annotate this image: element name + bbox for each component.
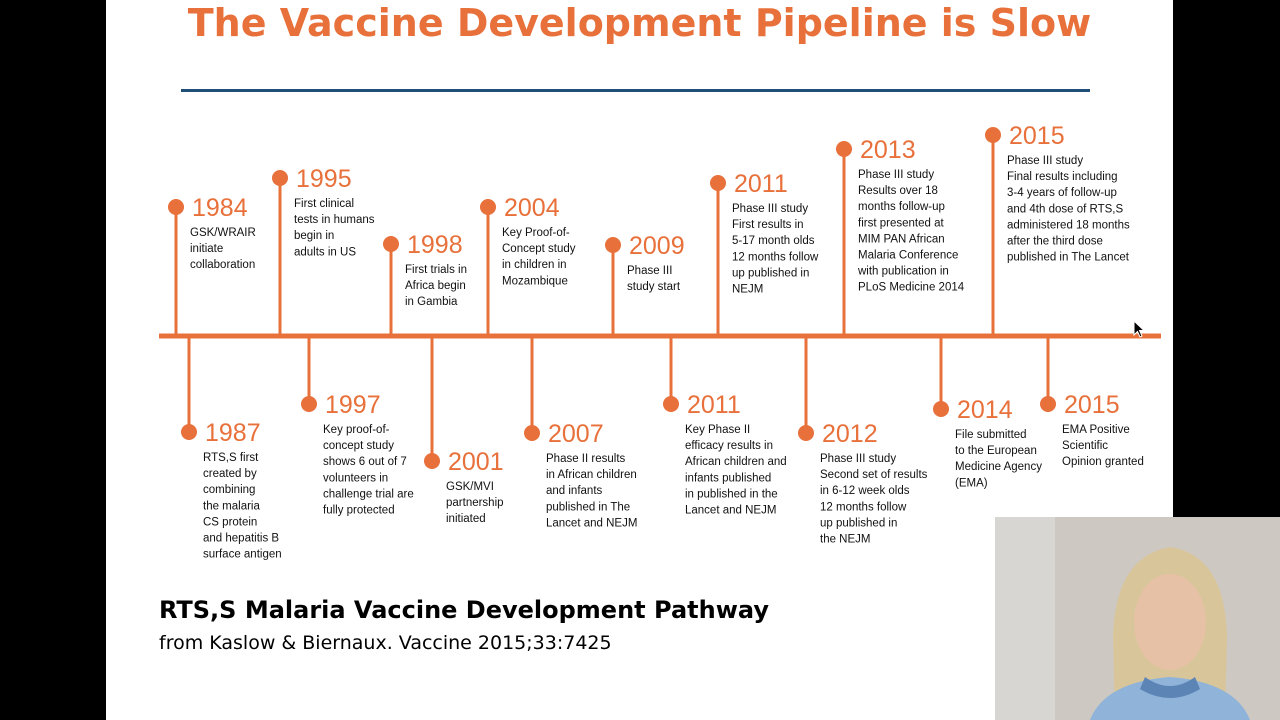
milestone-description-line: up published in [820,517,898,530]
milestone-description-line: with publication in [858,265,949,278]
milestone-dot [710,175,726,191]
milestone-description-line: Phase III study [732,203,809,215]
milestone-dot [168,199,184,215]
milestone-dot [480,199,496,215]
milestone-description-line: 12 months follow [732,251,819,264]
milestone-description-line: initiate [190,243,224,256]
milestone-description-line: and hepatitis B [203,532,280,545]
milestone-dot [605,237,621,253]
milestone-description-line: first presented at [858,217,944,230]
milestone-year: 1995 [296,165,352,193]
milestone-description-line: Medicine Agency [955,461,1042,474]
milestone-year: 1998 [407,231,463,259]
milestone-year: 2001 [448,448,504,476]
milestone-description-line: in children in [502,259,567,272]
milestone-description-line: in 6-12 week olds [820,485,910,498]
milestone-description-line: PLoS Medicine 2014 [858,281,965,294]
milestone-description-line: Results over 18 [858,185,938,198]
milestone-description-line: surface antigen [203,548,282,561]
caption-source: from Kaslow & Biernaux. Vaccine 2015;33:7425 [159,632,612,654]
milestone-description-line: First results in [732,219,804,232]
milestone-year: 2015 [1064,391,1120,419]
milestone-description-line: Lancet and NEJM [685,504,777,517]
milestone-description-line: adults in US [294,246,357,259]
milestone-description-line: Scientific [1062,440,1109,453]
milestone-description [820,453,928,546]
milestone-year: 2011 [687,391,741,419]
milestone-description [203,452,282,561]
milestone-description [732,203,819,296]
milestone-year: 1997 [325,391,381,419]
milestone-description-line: File submitted [955,429,1027,441]
milestone-year: 2013 [860,136,916,164]
milestone-description-line: GSK/MVI [446,481,494,493]
milestone-description-line: combining [203,484,256,497]
milestone-description-line: Concept study [502,243,576,256]
milestone-description-line: First clinical [294,198,355,210]
milestone-description-line: volunteers in [323,472,389,485]
milestone-description-line: Opinion granted [1062,456,1144,469]
milestone-description-line: Africa begin [405,280,466,293]
milestone-year: 2014 [957,396,1013,424]
milestone-description-line: to the European [955,445,1037,458]
milestone-description-line: published in The Lancet [1007,251,1129,264]
milestone-description-line: months follow-up [858,201,945,214]
milestone-description [294,198,375,258]
milestone-description-line: collaboration [190,259,256,272]
milestone-description-line: partnership [446,497,504,510]
milestone-description [546,453,637,529]
milestone-description-line: in African children [546,469,637,482]
milestone-description-line: fully protected [323,504,395,517]
milestone-dot [383,236,399,252]
milestone-description-line: begin in [294,230,335,243]
milestone-description-line: NEJM [732,283,764,296]
milestone-description [1007,155,1130,264]
milestone-dot [181,424,197,440]
milestone-description-line: Malaria Conference [858,249,959,262]
milestone-dot [836,141,852,157]
milestone-dot [1040,396,1056,412]
milestone-year: 2012 [822,420,878,448]
milestone-description [446,481,504,525]
caption-title: RTS,S Malaria Vaccine Development Pathway [159,596,769,624]
milestone-description [857,169,965,294]
milestone-year: 1987 [205,419,261,447]
milestone-dot [985,127,1001,143]
milestone-dot [524,425,540,441]
milestone-description-line: published in The [546,501,631,514]
milestone-description-line: Phase III study [820,453,897,465]
milestone-year: 2015 [1009,122,1065,150]
milestone-description [502,227,576,287]
milestone-dot [663,396,679,412]
timeline-diagram [106,0,1173,590]
milestone-description-line: 12 months follow [820,501,907,514]
milestone-description-line: 5-17 month olds [732,235,815,248]
milestone-description-line: MIM PAN African [858,233,945,246]
milestone-year: 2009 [629,232,685,260]
presenter-webcam-video [995,517,1280,720]
milestone-dot [933,401,949,417]
milestone-dot [272,170,288,186]
milestone-description-line: the NEJM [820,533,871,546]
milestone-description [627,265,681,293]
milestone-description-line: the malaria [203,500,260,513]
milestone-description [323,424,414,517]
milestone-description-line: infants published [685,472,772,485]
milestone-description-line: created by [203,468,257,481]
milestone-description-line: CS protein [203,516,258,529]
milestone-description-line: Second set of results [820,469,928,482]
milestone-year: 1984 [192,194,248,222]
milestone-description-line: Key Proof-of- [502,227,570,239]
milestone-description-line: study start [627,281,681,294]
milestone-description-line: GSK/WRAIR [190,227,256,239]
milestone-description-line: initiated [446,513,486,526]
milestone-description [1062,424,1144,468]
milestone-description-line: First trials in [405,264,467,276]
milestone-description-line: challenge trial are [323,488,414,501]
milestone-description-line: efficacy results in [685,440,773,453]
milestone-description-line: after the third dose [1007,235,1103,248]
milestone-description-line: African children and [685,456,787,469]
milestone-year: 2004 [504,194,560,222]
milestone-description-line: (EMA) [955,477,988,490]
milestone-description-line: Key Phase II [685,424,751,436]
milestone-description-line: Phase III study [858,169,935,181]
milestone-year: 2011 [734,170,788,198]
milestone-year: 2007 [548,420,604,448]
milestone-description [685,424,787,517]
milestone-description-line: shows 6 out of 7 [323,456,407,469]
milestone-description-line: Lancet and NEJM [546,517,638,530]
milestone-description [190,227,256,271]
milestone-description-line: Final results including [1007,171,1118,184]
milestone-description-line: Phase III study [1007,155,1084,167]
slide-title: The Vaccine Development Pipeline is Slow [187,1,1092,45]
milestone-dot [798,425,814,441]
milestone-description-line: in published in the [685,488,778,501]
milestone-description-line: and 4th dose of RTS,S [1007,203,1124,216]
milestone-description-line: concept study [323,440,394,453]
milestone-description-line: Phase II results [546,453,626,465]
milestone-description [955,429,1042,489]
milestone-description-line: administered 18 months [1007,219,1130,232]
milestone-description-line: and infants [546,485,603,498]
milestone-description-line: 3-4 years of follow-up [1007,187,1117,200]
milestone-description-line: in Gambia [405,296,458,309]
milestone-description-line: tests in humans [294,214,375,227]
milestone-description-line: EMA Positive [1062,424,1130,436]
milestone-description [405,264,467,308]
milestone-description-line: Phase III [627,265,673,277]
milestone-dot [424,453,440,469]
milestone-description-line: up published in [732,267,810,280]
mouse-pointer-icon [1133,320,1145,338]
milestone-description-line: RTS,S first [203,452,259,464]
milestone-dot [301,396,317,412]
milestone-description-line: Mozambique [502,275,568,288]
milestone-description-line: Key proof-of- [323,424,390,436]
